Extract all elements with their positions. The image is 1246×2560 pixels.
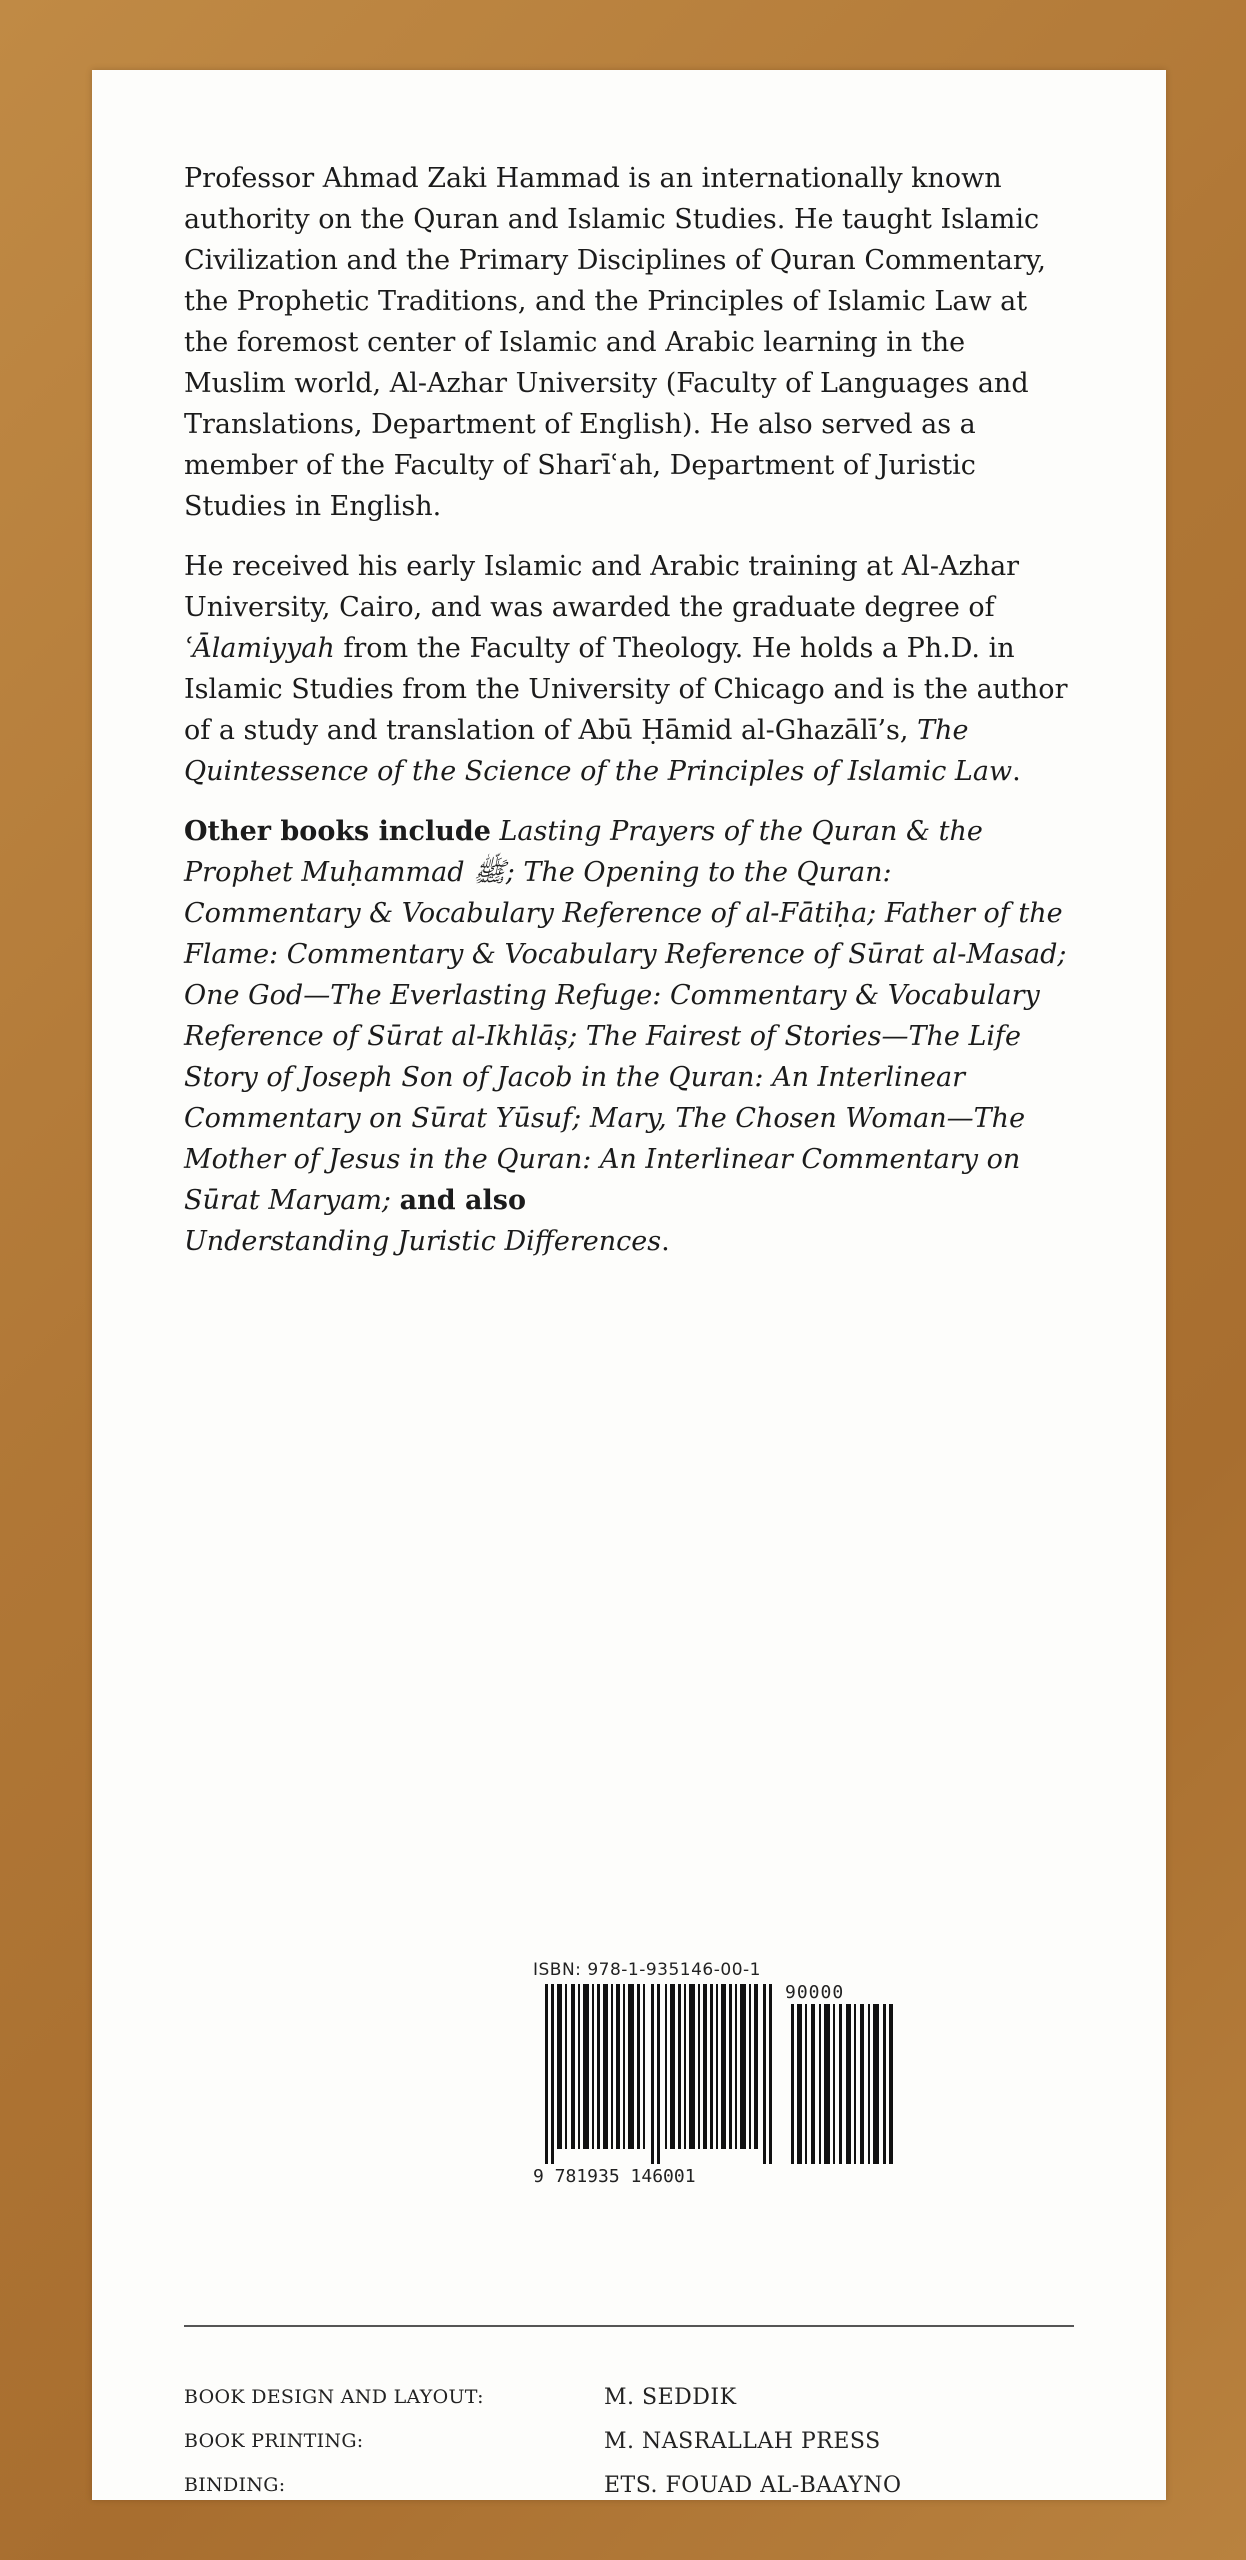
isbn-label: ISBN: 978-1-935146-00-1	[533, 1960, 761, 1980]
author-bio-text	[184, 158, 1074, 1281]
credit-row-binding	[184, 2463, 1074, 2507]
credit-role: BINDING:	[184, 2474, 286, 2496]
credits-divider	[184, 2325, 1074, 2327]
credit-name: M. NASRALLAH PRESS	[604, 2428, 881, 2454]
degree-term: ʿĀlamiyyah	[184, 633, 335, 664]
back-cover-panel	[92, 70, 1166, 2500]
credit-name: M. SEDDIK	[604, 2384, 737, 2410]
credit-role: BOOK DESIGN AND LAYOUT:	[184, 2386, 484, 2408]
price-code-label: 90000	[785, 1982, 845, 2003]
last-book-title: Understanding Juristic Differences	[184, 1226, 662, 1257]
bio-paragraph-2: He received his early Islamic and Arabic training at Al-Azhar University, Cairo, and was awarded the graduate degree of ʿĀlamiyyah from the Faculty of Theology. He holds a Ph.D. in Islamic Studies from the University of Chicago and is the author of a study and translation of Abū Ḥāmid al-Ghazālī’s, The Quintessence of the Science of the Principles of Islamic Law.	[184, 551, 1068, 787]
credit-name: ETS. FOUAD AL-BAAYNO	[604, 2472, 902, 2498]
other-books-lead: Other books include	[184, 816, 491, 847]
credit-row-design	[184, 2375, 1074, 2419]
ghazali-translation-title: The Quintessence of the Science of the Principles of Islamic Law	[184, 715, 1013, 787]
other-books-list: Lasting Prayers of the Quran & the Prophet Muḥammad ﷺ; The Opening to the Quran: Commentary & Vocabulary Reference of al-Fātiḥa; Father of the Flame: Commentary & Vocabulary Reference of Sūrat al-Masad; One God—The Everlasting Refuge: Commentary & Vocabulary Reference of Sūrat al-Ikhlāṣ; The Fairest of Stories—The Life Story of Joseph Son of Jacob in the Quran: An Interlinear Commentary on Sūrat Yūsuf; Mary, The Chosen Woman—The Mother of Jesus in the Quran: An Interlinear Commentary on Sūrat Maryam;	[184, 816, 1067, 1216]
barcode-digits: 9 781935 146001	[533, 2166, 696, 2187]
production-credits	[184, 2375, 1074, 2507]
and-also-text: and also	[399, 1185, 526, 1216]
isbn-barcode	[533, 1960, 913, 2195]
barcode-main-bars	[541, 1984, 781, 2164]
other-books-paragraph: Other books include Lasting Prayers of the Quran & the Prophet Muḥammad ﷺ; The Opening to the Quran: Commentary & Vocabulary Reference of al-Fātiḥa; Father of the Flame: Commentary & Vocabulary Reference of Sūrat al-Masad; One God—The Everlasting Refuge: Commentary & Vocabulary Reference of Sūrat al-Ikhlāṣ; The Fairest of Stories—The Life Story of Joseph Son of Jacob in the Quran: An Interlinear Commentary on Sūrat Yūsuf; Mary, The Chosen Woman—The Mother of Jesus in the Quran: An Interlinear Commentary on Sūrat Maryam; and also Understanding Juristic Differences.	[184, 816, 1067, 1257]
barcode-price-bars	[789, 2004, 895, 2164]
bio-paragraph-1: Professor Ahmad Zaki Hammad is an internationally known authority on the Quran and Islamic Studies. He taught Islamic Civilization and the Primary Disciplines of Quran Commentary, the Prophetic Traditions, and the Principles of Islamic Law at the foremost center of Islamic and Arabic learning in the Muslim world, Al-Azhar University (Faculty of Languages and Translations, Department of English). He also served as a member of the Faculty of Sharīʿah, Department of Juristic Studies in English.	[184, 163, 1046, 522]
credit-row-printing	[184, 2419, 1074, 2463]
credit-role: BOOK PRINTING:	[184, 2430, 364, 2452]
